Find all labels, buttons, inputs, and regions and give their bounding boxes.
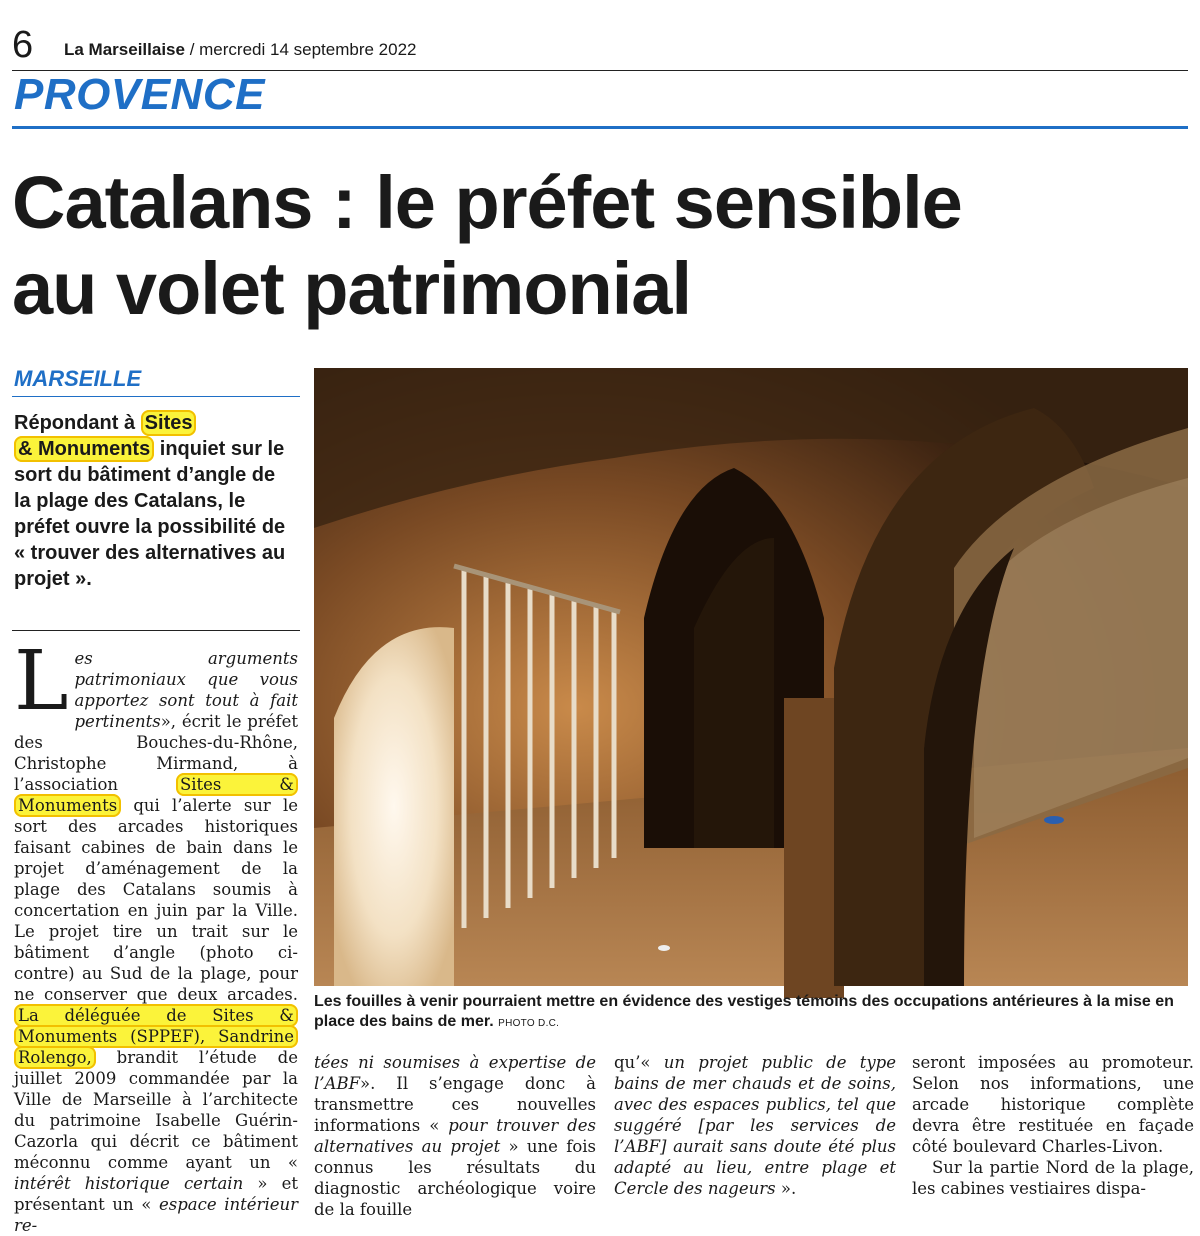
col2-italic-start: tées ni soumises à expertise de l’ABF	[314, 1053, 596, 1093]
headline-line-2: au volet patrimonial	[12, 247, 692, 330]
body-column-3	[614, 1052, 896, 1200]
body-text-2: qui l’alerte sur le sort des arcades historiques faisant cabines de bain dans le projet d’aménagement de la plage des Catalans soumis à concertation en juin par la Ville. Le projet tire un trait sur le bâtiment d’angle (photo ci-contre) au Sud de la plage, pour ne conserver que deux arcades.	[14, 796, 298, 1004]
drop-cap: L	[14, 634, 69, 729]
highlight-sites-2: Sites &	[176, 773, 298, 796]
col2-text-2: » une fois connus les résultats du diagnostic archéologique voire de la fouille	[314, 1137, 596, 1219]
col3-text-1: qu’«	[614, 1053, 664, 1072]
page-number: 6	[12, 24, 34, 66]
body-column-1	[14, 634, 298, 1236]
masthead	[64, 40, 416, 60]
headline	[12, 160, 1192, 332]
article-photo	[314, 368, 1188, 986]
dateline-rule	[12, 396, 300, 397]
quote-espace: espace intérieur re-	[14, 1195, 298, 1235]
photo-credit: PHOTO D.C.	[498, 1018, 560, 1029]
col2-text-1: ». Il s’engage donc à transmettre ces nouvelles informations «	[314, 1074, 596, 1135]
body-text-1: », écrit le préfet des Bouches-du-Rhône, Christophe Mirmand, à l’association	[14, 712, 298, 794]
paper-name: La Marseillaise	[64, 40, 185, 59]
rubric-rule	[12, 126, 1188, 129]
chapo-text-2: inquiet sur le sort du bâtiment d’angle de la plage des Catalans, le préfet ouvre la possibilité de « trouver des alternatives au projet ».	[14, 438, 286, 590]
dateline: MARSEILLE	[14, 366, 142, 391]
chapo-rule	[12, 630, 300, 631]
highlight-monuments-2: Monuments	[14, 794, 121, 817]
highlight-deleguee-2: Monuments (SPPEF), Sandrine	[14, 1025, 298, 1048]
col3-text-2: ».	[775, 1179, 797, 1198]
quote-opening: es arguments patrimoniaux que vous apportez sont tout à fait pertinents	[74, 649, 298, 731]
highlight-monuments: & Monuments	[14, 436, 154, 462]
body-text-3: brandit l’étude de juillet 2009 commandée par la Ville de Marseille à l’architecte du patrimoine Isabelle Guérin-Cazorla qui décrit ce bâtiment méconnu comme ayant un «	[14, 1048, 298, 1172]
highlight-deleguee-3: Rolengo,	[14, 1046, 96, 1069]
caption-text: Les fouilles à venir pourraient mettre en évidence des vestiges témoins des occupations antérieures à la mise en place des bains de mer.	[314, 993, 1174, 1030]
col4-text-2: Sur la partie Nord de la plage, les cabines vestiaires dispa-	[912, 1158, 1194, 1198]
highlight-sites: Sites	[141, 410, 197, 436]
col2-italic-pour: pour trouver des alternatives au projet	[314, 1116, 596, 1156]
col4-text-1: seront imposées au promoteur. Selon nos informations, une arcade historique complète devra être restituée en façade côté boulevard Charles-Livon.	[912, 1053, 1194, 1156]
col3-italic-main: un projet public de type bains de mer chauds et de soins, avec des espaces publics, tel que suggéré [par les services de l’ABF] aurait sans doute été plus adapté au lieu, entre plage et Cercle des nageurs	[614, 1053, 896, 1198]
body-text-4: » et présentant un «	[14, 1174, 298, 1214]
body-column-2	[314, 1052, 596, 1219]
lead-paragraph	[14, 410, 296, 592]
highlight-deleguee-1: La déléguée de Sites &	[14, 1004, 298, 1027]
headline-line-1: Catalans : le préfet sensible	[12, 161, 962, 244]
issue-date: / mercredi 14 septembre 2022	[184, 40, 417, 59]
section-rubric: PROVENCE	[14, 70, 265, 119]
chapo-text-1: Répondant à	[14, 412, 141, 434]
arcade-photo-illustration	[314, 368, 1188, 986]
photo-caption	[314, 992, 1188, 1034]
body-column-4	[912, 1052, 1194, 1200]
quote-interet: intérêt historique certain	[14, 1174, 244, 1193]
